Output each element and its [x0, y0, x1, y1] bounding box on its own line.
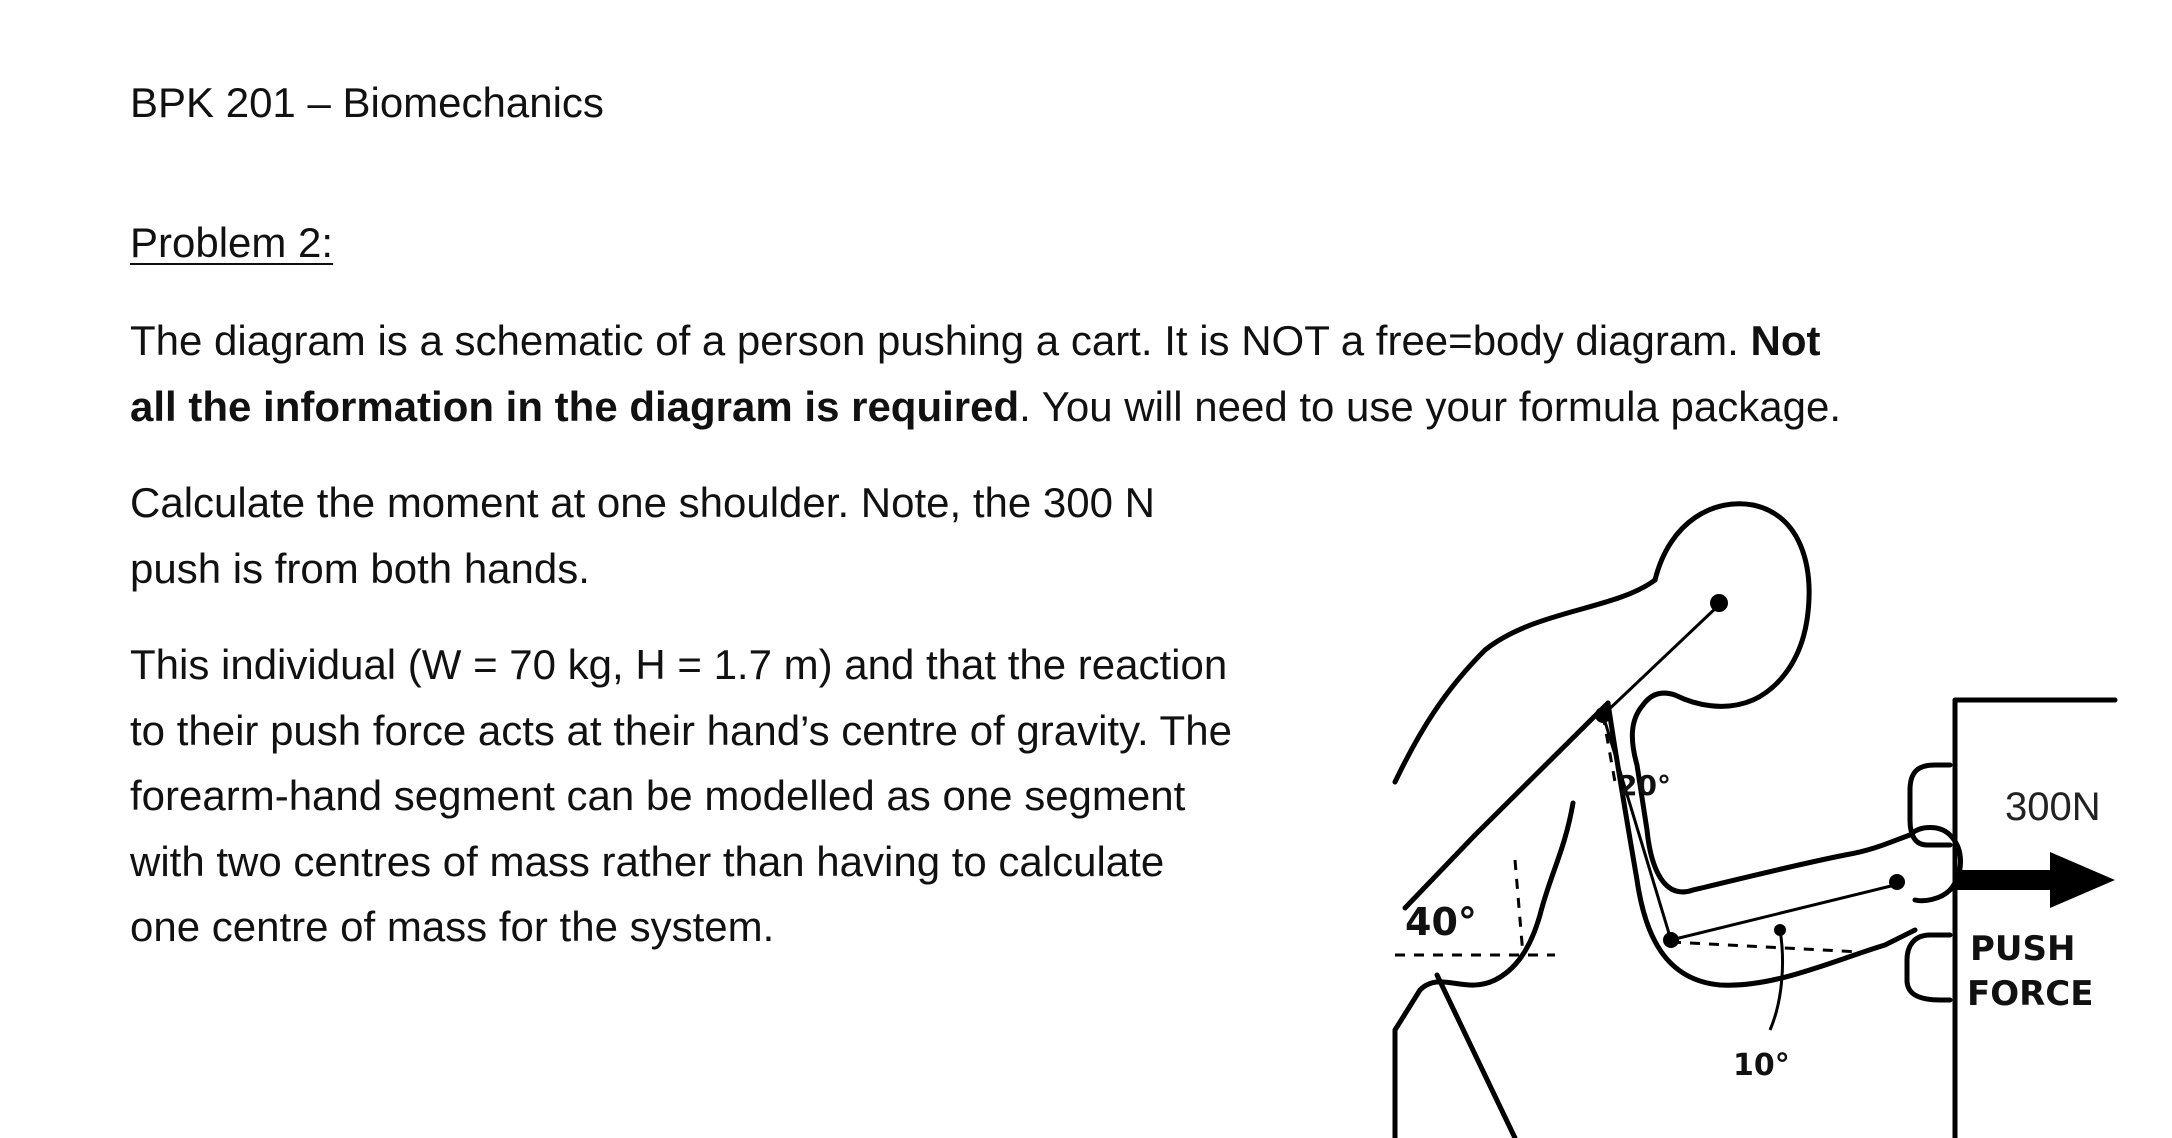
forearm-upper [1693, 835, 1910, 890]
head-centre-dot [1710, 594, 1728, 612]
cart-body [1955, 700, 2115, 1138]
diagram-svg [1375, 490, 2135, 1138]
elbow-joint-dot [1663, 932, 1679, 948]
push-label: PUSH [1970, 929, 2076, 969]
problem-heading: Problem 2: [130, 219, 334, 266]
push-arrow-head [2050, 852, 2115, 908]
forearm-angle-label: 10° [1733, 1048, 1790, 1083]
problem-intro-paragraph [130, 308, 2090, 439]
upper-arm-inner [1608, 703, 1915, 985]
cart-handle-lower [1907, 935, 1950, 1000]
upper-arm-axis [1603, 715, 1671, 940]
intro-text-1: The diagram is a schematic of a person pushing a cart. It is NOT a free=body diagram. [130, 317, 1751, 364]
task-line: Calculate the moment at one shoulder. Note, the 300 N [130, 479, 1155, 526]
shoulder-head-line [1603, 605, 1719, 715]
hand-centre-dot [1889, 874, 1905, 890]
vertical-reference-hip [1515, 860, 1523, 955]
horizontal-reference-elbow [1671, 942, 1860, 952]
task-paragraph [130, 470, 1370, 601]
upper-arm-angle-label: 20° [1618, 769, 1671, 802]
cart-push-diagram [1375, 490, 2135, 1138]
task-line: push is from both hands. [130, 544, 590, 592]
force-word-label: FORCE [1967, 974, 2094, 1014]
push-arrow-shaft [1955, 870, 2055, 890]
trunk-front-line [1405, 703, 1608, 908]
assumption-line: forearm-hand segment can be modelled as one segment [130, 772, 1186, 819]
leg-back-line [1437, 975, 1515, 1138]
assumption-line: one centre of mass for the system. [130, 903, 775, 950]
assumption-line: This individual (W = 70 kg, H = 1.7 m) and that the reaction [130, 641, 1228, 688]
leg-front-line [1395, 803, 1573, 1138]
force-label: 300N [2005, 785, 2101, 829]
intro-bold-2: all the information in the diagram is required [130, 382, 1020, 430]
assumption-line: to their push force acts at their hand’s centre of gravity. The [130, 706, 1232, 754]
shoulder-outline [1643, 693, 1675, 705]
trunk-angle-label: 40° [1405, 900, 1477, 944]
head-outline [1655, 504, 1809, 707]
shoulder-joint-dot [1595, 707, 1611, 723]
assumption-line: with two centres of mass rather than having to calculate [130, 837, 1165, 885]
intro-text-2: . You will need to use your formula package. [1019, 382, 1841, 430]
page-title: BPK 201 – Biomechanics [130, 79, 604, 126]
intro-bold-1: Not [1750, 317, 1821, 364]
assumptions-paragraph [130, 632, 1370, 960]
